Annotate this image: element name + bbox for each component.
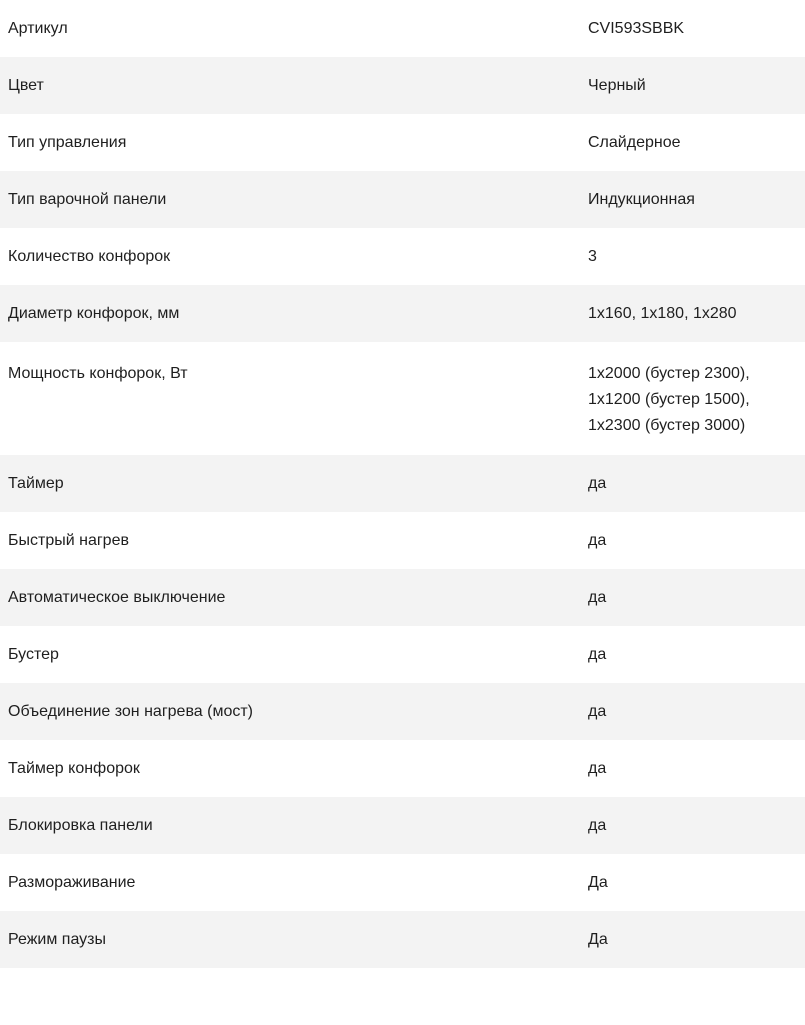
spec-label: Объединение зон нагрева (мост) <box>8 703 253 720</box>
spec-label: Мощность конфорок, Вт <box>8 365 188 382</box>
spec-row-pause-mode <box>0 911 805 968</box>
spec-row-color <box>0 57 805 114</box>
spec-row-defrost <box>0 854 805 911</box>
spec-row-burner-count <box>0 228 805 285</box>
spec-row-empty <box>0 968 805 1025</box>
spec-value: да <box>588 760 607 777</box>
spec-label: Диаметр конфорок, мм <box>8 305 180 322</box>
spec-value: Да <box>588 931 608 948</box>
spec-label: Артикул <box>8 20 68 37</box>
spec-row-panel-lock <box>0 797 805 854</box>
spec-row-quick-heat <box>0 512 805 569</box>
spec-value: да <box>588 646 607 663</box>
spec-label: Быстрый нагрев <box>8 532 129 549</box>
spec-value: 1x160, 1x180, 1x280 <box>588 305 737 322</box>
spec-label: Цвет <box>8 77 44 94</box>
spec-row-auto-off <box>0 569 805 626</box>
spec-label: Таймер <box>8 475 64 492</box>
spec-label: Количество конфорок <box>8 248 171 265</box>
spec-label: Тип управления <box>8 134 127 151</box>
spec-value: да <box>588 817 607 834</box>
spec-label: Бустер <box>8 646 59 663</box>
spec-label: Таймер конфорок <box>8 760 140 777</box>
spec-value: Индукционная <box>588 191 695 208</box>
spec-value: да <box>588 475 607 492</box>
spec-value: да <box>588 532 607 549</box>
spec-value: 1x2000 (бустер 2300), 1x1200 (бустер 1500), 1x2300 (бустер 3000) <box>588 365 750 434</box>
spec-label: Режим паузы <box>8 931 106 948</box>
spec-label: Блокировка панели <box>8 817 153 834</box>
spec-row-burner-diameter <box>0 285 805 342</box>
spec-value: 3 <box>588 248 597 265</box>
spec-row-bridge-zones <box>0 683 805 740</box>
spec-label: Автоматическое выключение <box>8 589 226 606</box>
spec-value: да <box>588 589 607 606</box>
spec-value: Да <box>588 874 608 891</box>
spec-row-booster <box>0 626 805 683</box>
spec-row-article <box>0 0 805 57</box>
spec-value: Черный <box>588 77 646 94</box>
spec-row-burner-timer <box>0 740 805 797</box>
spec-value: Слайдерное <box>588 134 681 151</box>
spec-row-control-type <box>0 114 805 171</box>
spec-label: Размораживание <box>8 874 136 891</box>
spec-row-burner-power <box>0 342 805 455</box>
spec-label: Тип варочной панели <box>8 191 167 208</box>
spec-row-panel-type <box>0 171 805 228</box>
spec-value: да <box>588 703 607 720</box>
spec-row-timer <box>0 455 805 512</box>
spec-value: CVI593SBBK <box>588 20 685 37</box>
